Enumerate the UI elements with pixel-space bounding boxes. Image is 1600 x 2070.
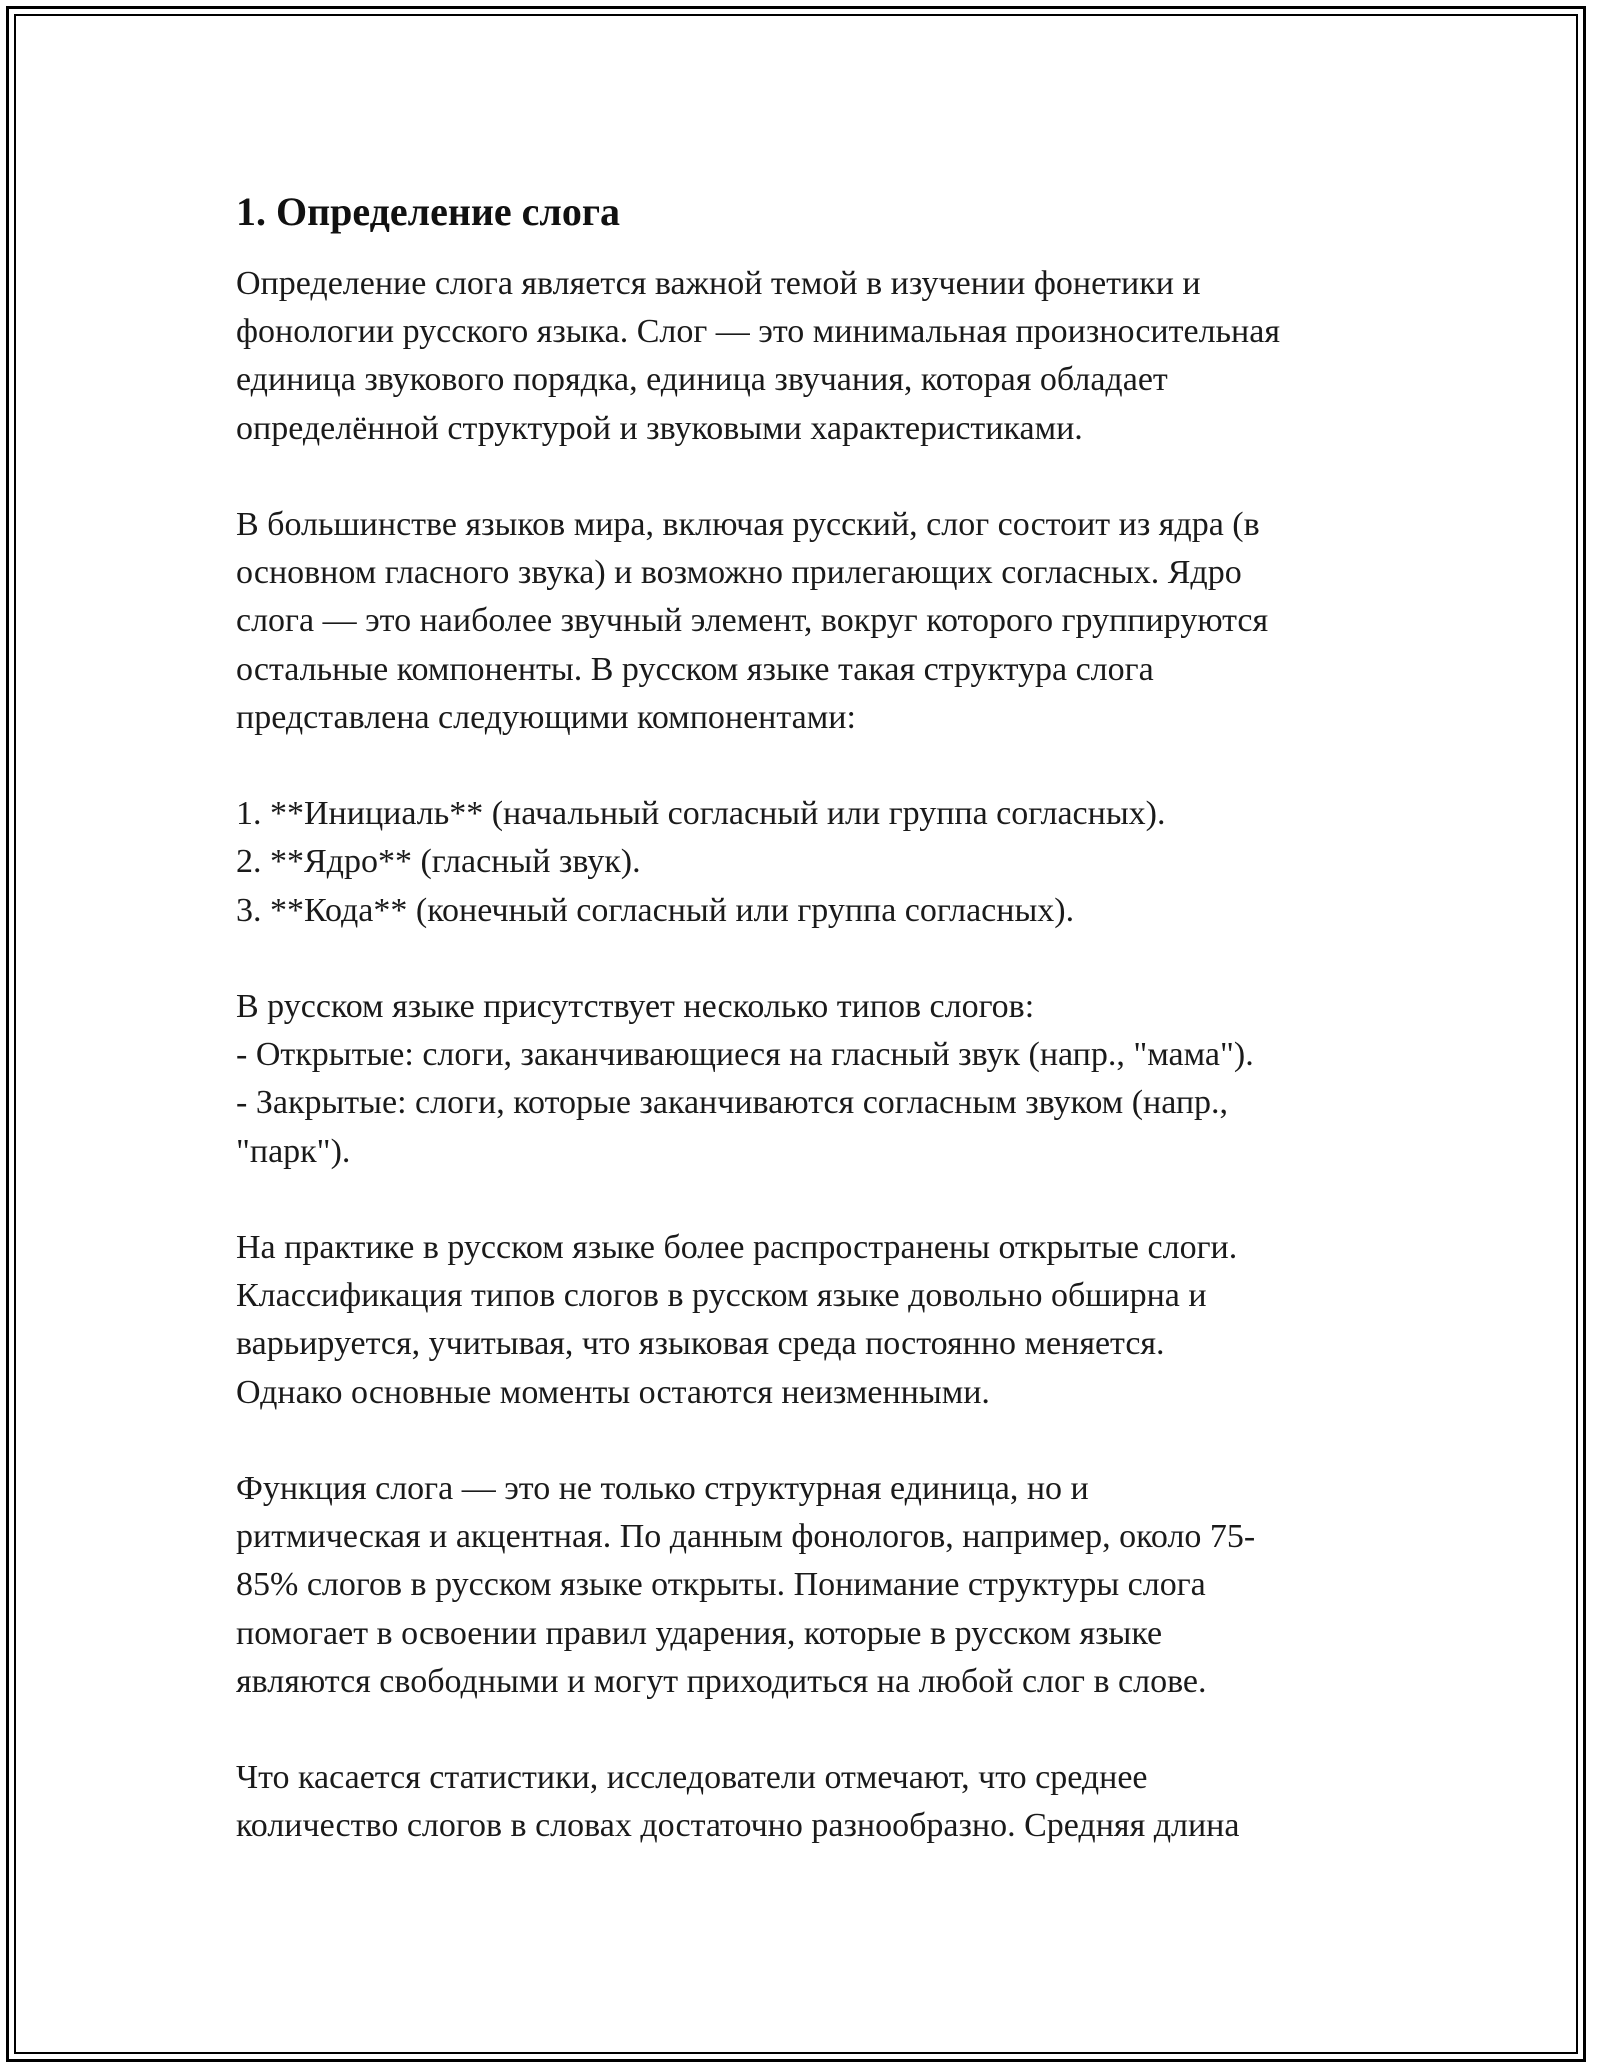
text-line: Классификация типов слогов в русском языке довольно обширна и: [236, 1277, 1207, 1315]
text-line: "парк").: [236, 1132, 351, 1170]
text-line: - Открытые: слоги, заканчивающиеся на гласный звук (напр., "мама").: [236, 1036, 1254, 1074]
paragraph: [236, 983, 1386, 1176]
text-line: единица звукового порядка, единица звучания, которая обладает: [236, 361, 1168, 399]
text-line: На практике в русском языке более распространены открытые слоги.: [236, 1229, 1238, 1266]
paragraph-list: [236, 260, 1386, 1851]
text-line: слога — это наиболее звучный элемент, вокруг которого группируются: [236, 602, 1269, 640]
text-line: Функция слога — это не только структурная единица, но и: [236, 1470, 1089, 1507]
text-line: помогает в освоении правил ударения, которые в русском языке: [236, 1614, 1163, 1652]
paragraph: [236, 1754, 1386, 1850]
paragraph: [236, 1465, 1386, 1706]
paragraph: [236, 1224, 1386, 1417]
text-line: 1. **Инициаль** (начальный согласный или группа согласных).: [236, 795, 1166, 833]
text-line: 85% слогов в русском языке открыты. Понимание структуры слога: [236, 1566, 1206, 1604]
text-line: ритмическая и акцентная. По данным фонологов, например, около 75-: [236, 1518, 1256, 1556]
text-line: фонологии русского языка. Слог — это минимальная произносительная: [236, 313, 1280, 351]
text-line: представлена следующими компонентами:: [236, 698, 856, 736]
text-line: Определение слога является важной темой в изучении фонетики и: [236, 265, 1201, 302]
section-heading: 1. Определение слога: [236, 189, 621, 234]
text-line: - Закрытые: слоги, которые заканчиваются согласным звуком (напр.,: [236, 1084, 1229, 1122]
text-line: варьируется, учитывая, что языковая среда постоянно меняется.: [236, 1325, 1165, 1363]
text-line: Однако основные моменты остаются неизменными.: [236, 1373, 990, 1411]
text-line: Что касается статистики, исследователи отмечают, что среднее: [236, 1759, 1148, 1797]
text-line: основном гласного звука) и возможно прилегающих согласных. Ядро: [236, 554, 1242, 592]
text-line: количество слогов в словах достаточно разнообразно. Средняя длина: [236, 1807, 1240, 1845]
text-line: 3. **Кода** (конечный согласный или группа согласных).: [236, 891, 1075, 929]
text-line: являются свободными и могут приходиться на любой слог в слове.: [236, 1662, 1207, 1700]
text-line: В большинстве языков мира, включая русский, слог состоит из ядра (в: [236, 506, 1260, 543]
text-line: 2. **Ядро** (гласный звук).: [236, 843, 641, 881]
paragraph: [236, 501, 1386, 742]
text-line: определённой структурой и звуковыми характеристиками.: [236, 409, 1083, 447]
document-body: [236, 186, 1386, 1899]
paragraph: [236, 790, 1386, 935]
text-line: остальные компоненты. В русском языке такая структура слога: [236, 650, 1154, 688]
text-line: В русском языке присутствует несколько типов слогов:: [236, 988, 1035, 1025]
paragraph: [236, 260, 1386, 453]
